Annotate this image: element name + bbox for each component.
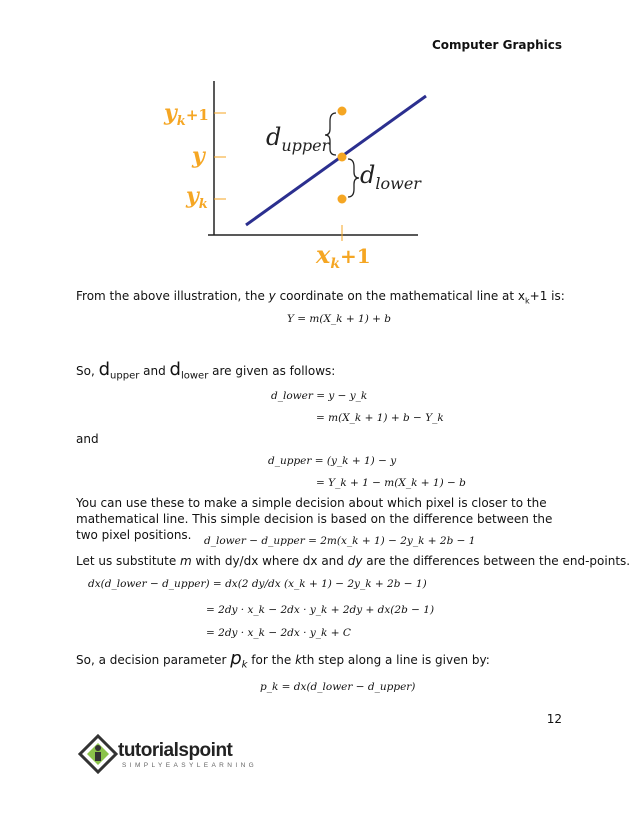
equation-dx-2: = 2dy · x_k − 2dx · y_k + 2dy + dx(2b − 1) — [206, 604, 435, 616]
label-y: y — [192, 143, 205, 169]
logo-wordmark: tutorialspoint — [118, 740, 233, 761]
logo-diamond-icon — [78, 734, 118, 774]
paragraph-decision-parameter: So, a decision parameter $p_k$ for the kth step along a line is given by: — [76, 648, 490, 671]
paragraph-d-definitions: So, $d_{upper}$ and $d_{lower}$ are given as follows: — [76, 359, 336, 382]
equation-dx-3: = 2dy · x_k − 2dx · y_k + C — [206, 627, 351, 639]
label-yk: $y_k$ — [186, 183, 208, 212]
bresenham-figure — [150, 75, 440, 275]
tutorialspoint-logo — [78, 732, 258, 782]
equation-pk: p_k = dx(d_lower − d_upper) — [260, 681, 416, 693]
equation-Y: Y = m(X_k + 1) + b — [287, 313, 391, 325]
intersection-point — [338, 153, 347, 162]
equation-difference: d_lower − d_upper = 2m(x_k + 1) − 2y_k + 2b − 1 — [204, 535, 476, 547]
equation-d-upper-2: = Y_k + 1 − m(X_k + 1) − b — [316, 477, 466, 489]
equation-d-upper-1: d_upper = (y_k + 1) − y — [268, 455, 397, 467]
label-yk1: $y_k^{+1}$ — [164, 100, 209, 129]
math-line — [246, 96, 426, 225]
lower-brace — [348, 159, 359, 197]
logo-tagline: SIMPLYEASYLEARNING — [122, 762, 258, 769]
label-d-upper: $d_{upper}$ — [266, 123, 330, 155]
and-label: and — [76, 432, 99, 446]
equation-d-lower-2: = m(X_k + 1) + b − Y_k — [316, 412, 444, 424]
label-xk1: $x_k^{+1}$ — [316, 240, 371, 272]
paragraph-decision: You can use these to make a simple decision about which pixel is closer to the mathematical line. This simple decision is based on the difference between the two pixel positions. — [76, 496, 553, 542]
label-d-lower: $d_{lower}$ — [360, 161, 421, 193]
paragraph-substitute: Let us substitute m with dy/dx where dx and dy are the differences between the end-points. — [76, 554, 631, 568]
page-header: Computer Graphics — [431, 38, 562, 52]
equation-dx-1: dx(d_lower − d_upper) = dx(2 dy/dx (x_k + 1) − 2y_k + 2b − 1) — [88, 578, 427, 590]
page-number: 12 — [546, 712, 562, 726]
pixel-lower-point — [338, 195, 347, 204]
equation-d-lower-1: d_lower = y − y_k — [271, 390, 368, 402]
pixel-upper-point — [338, 107, 347, 116]
paragraph-y-coordinate: From the above illustration, the y coordinate on the mathematical line at $x_k+1$ is: — [76, 289, 565, 306]
